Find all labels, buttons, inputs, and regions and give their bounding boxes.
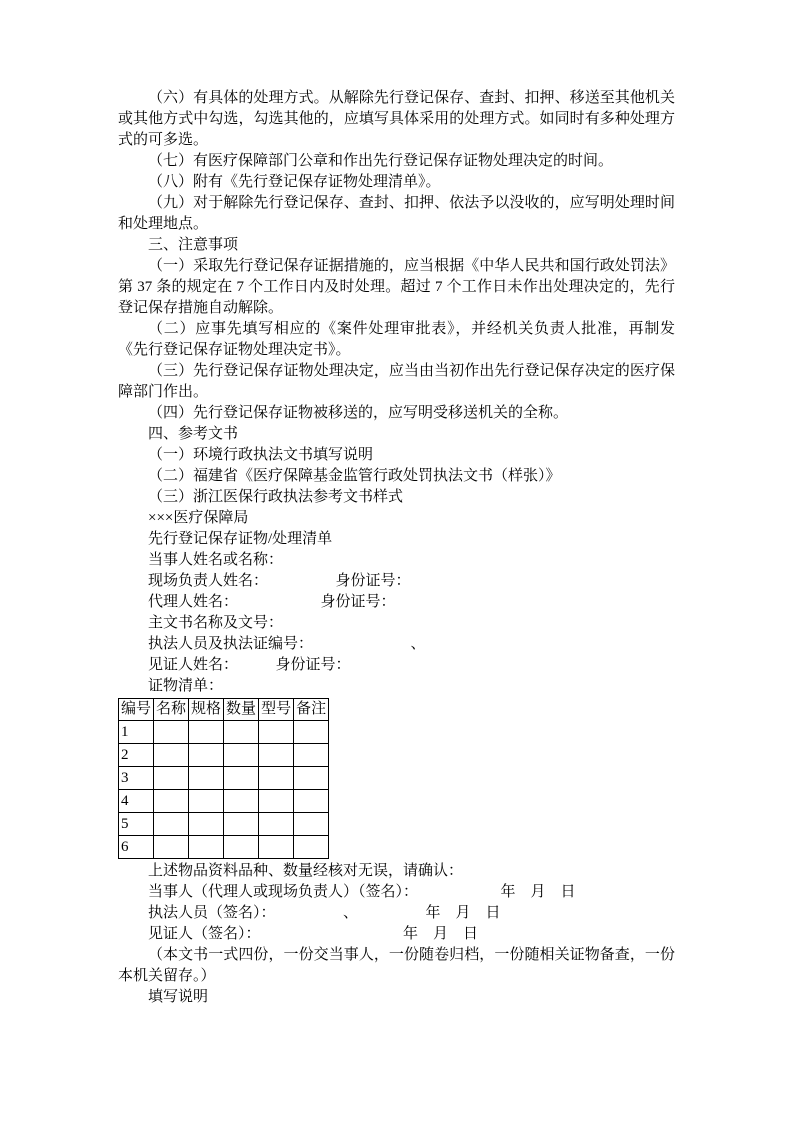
- paragraph: 执法人员（签名）： 、 年 月 日: [148, 905, 501, 921]
- table-row: [119, 767, 329, 790]
- evidence-table: [118, 698, 329, 859]
- empty-cell: [259, 767, 294, 790]
- empty-cell: [294, 836, 329, 859]
- paragraph: 三、注意事项: [148, 237, 239, 253]
- empty-cell: [294, 767, 329, 790]
- row-number-cell: 6: [119, 836, 154, 859]
- column-header: 数量: [224, 699, 259, 721]
- empty-cell: [189, 767, 224, 790]
- paragraph: （本文书一式四份，一份交当事人，一份随卷归档，一份随相关证物备查，一份本机关留存。）: [118, 947, 675, 984]
- table-row: [119, 836, 329, 859]
- paragraph: 当事人（代理人或现场负责人）（签名）： 年 月 日: [148, 884, 576, 900]
- empty-cell: [224, 813, 259, 836]
- paragraph: （一）环境行政执法文书填写说明: [148, 447, 374, 463]
- empty-cell: [189, 790, 224, 813]
- paragraph: （九）对于解除先行登记保存、查封、扣押、依法予以没收的，应写明处理时间和处理地点。: [118, 195, 675, 232]
- row-number-cell: 2: [119, 744, 154, 767]
- table-row: [119, 744, 329, 767]
- paragraph: 四、参考文书: [148, 426, 239, 442]
- empty-cell: [154, 721, 189, 744]
- paragraph: ×××医疗保障局: [148, 510, 249, 526]
- empty-cell: [224, 721, 259, 744]
- column-header: 型号: [259, 699, 294, 721]
- paragraph: 上述物品资料品种、数量经核对无误，请确认：: [148, 863, 464, 879]
- empty-cell: [189, 836, 224, 859]
- table-row: [119, 813, 329, 836]
- empty-cell: [259, 813, 294, 836]
- evidence-table-body: [119, 721, 329, 859]
- paragraph: 当事人姓名或名称：: [148, 552, 284, 568]
- empty-cell: [294, 790, 329, 813]
- row-number-cell: 3: [119, 767, 154, 790]
- paragraph: 见证人（签名）： 年 月 日: [148, 926, 479, 942]
- empty-cell: [294, 721, 329, 744]
- empty-cell: [154, 836, 189, 859]
- row-number-cell: 4: [119, 790, 154, 813]
- paragraph: （二）应事先填写相应的《案件处理审批表》，并经机关负责人批准，再制发《先行登记保存证物处理决定书》。: [118, 321, 675, 358]
- empty-cell: [294, 813, 329, 836]
- table-row: [119, 790, 329, 813]
- empty-cell: [224, 790, 259, 813]
- empty-cell: [259, 836, 294, 859]
- evidence-table-head: [119, 699, 329, 721]
- empty-cell: [294, 744, 329, 767]
- row-number-cell: 5: [119, 813, 154, 836]
- paragraph: （一）采取先行登记保存证据措施的，应当根据《中华人民共和国行政处罚法》第 37 条的规定在 7 个工作日内及时处理。超过 7 个工作日未作出处理决定的，先行登记保存措施自动解除。: [118, 258, 675, 316]
- empty-cell: [154, 813, 189, 836]
- empty-cell: [224, 836, 259, 859]
- table-row: [119, 721, 329, 744]
- empty-cell: [154, 767, 189, 790]
- paragraph: 证物清单：: [148, 678, 224, 694]
- empty-cell: [259, 744, 294, 767]
- column-header: 编号: [119, 699, 154, 721]
- empty-cell: [154, 744, 189, 767]
- empty-cell: [189, 744, 224, 767]
- paragraph: （三）先行登记保存证物处理决定，应当由当初作出先行登记保存决定的医疗保障部门作出。: [118, 363, 675, 400]
- column-header: 规格: [189, 699, 224, 721]
- empty-cell: [259, 721, 294, 744]
- empty-cell: [189, 721, 224, 744]
- paragraph: （七）有医疗保障部门公章和作出先行登记保存证物处理决定的时间。: [148, 153, 614, 169]
- paragraph: 见证人姓名： 身份证号：: [148, 657, 351, 673]
- paragraph: （四）先行登记保存证物被移送的，应写明受移送机关的全称。: [148, 405, 569, 421]
- empty-cell: [154, 790, 189, 813]
- paragraph: （六）有具体的处理方式。从解除先行登记保存、查封、扣押、移送至其他机关或其他方式中勾选，勾选其他的，应填写具体采用的处理方式。如同时有多种处理方式的可多选。: [118, 90, 675, 148]
- paragraph: 代理人姓名： 身份证号：: [148, 594, 396, 610]
- paragraph: （三）浙江医保行政执法参考文书样式: [148, 489, 404, 505]
- row-number-cell: 1: [119, 721, 154, 744]
- paragraph: 先行登记保存证物/处理清单: [148, 531, 333, 547]
- evidence-table-head-row: [119, 699, 329, 721]
- paragraph: 现场负责人姓名： 身份证号：: [148, 573, 411, 589]
- paragraph: （二）福建省《医疗保障基金监管行政处罚执法文书（样张）》: [148, 468, 561, 484]
- column-header: 名称: [154, 699, 189, 721]
- empty-cell: [224, 744, 259, 767]
- paragraphs-after-table: [118, 861, 675, 1008]
- paragraph: 填写说明: [148, 989, 209, 1005]
- paragraph: 执法人员及执法证编号： 、: [148, 636, 426, 652]
- empty-cell: [224, 767, 259, 790]
- empty-cell: [189, 813, 224, 836]
- paragraphs-before-table: [118, 88, 675, 697]
- paragraph: 主文书名称及文号：: [148, 615, 284, 631]
- column-header: 备注: [294, 699, 329, 721]
- empty-cell: [259, 790, 294, 813]
- paragraph: （八）附有《先行登记保存证物处理清单》。: [148, 174, 441, 190]
